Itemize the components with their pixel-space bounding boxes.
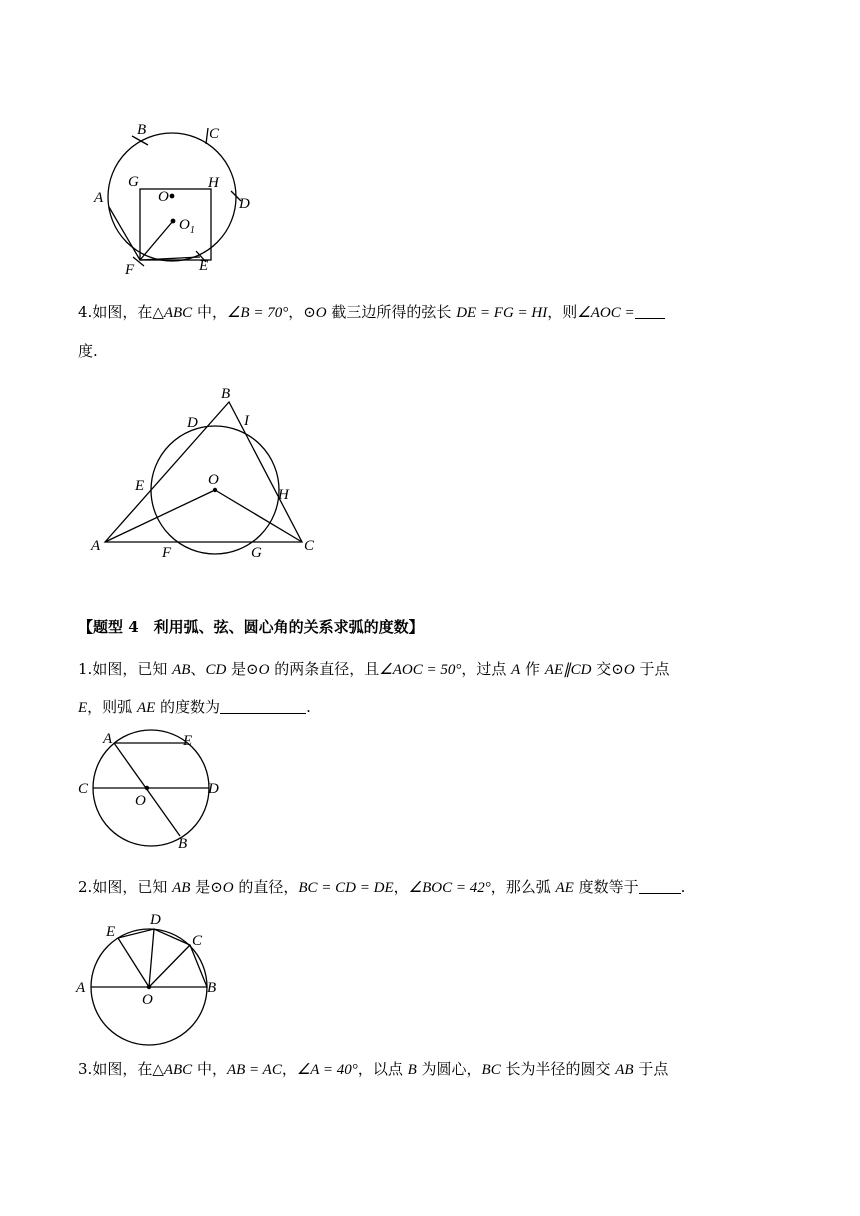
label-g: G xyxy=(251,545,262,561)
segment-ao xyxy=(105,490,215,542)
center-o-dot xyxy=(145,786,149,790)
problem4-line1: 4.如图，在△ABC 中，∠B = 70°，⊙O 截三边所得的弦长 DE = FG = HI，则∠AOC = xyxy=(78,302,665,323)
radius-od xyxy=(149,929,154,987)
label-c: C xyxy=(209,126,220,142)
center-o-dot xyxy=(147,985,151,989)
label-a: A xyxy=(103,731,113,747)
label-b: B xyxy=(221,386,231,402)
label-e: E xyxy=(199,258,209,274)
label-o: O xyxy=(135,793,146,809)
label-o1: $O_1$ xyxy=(179,217,195,236)
label-b: B xyxy=(207,980,217,996)
answer-blank-4[interactable] xyxy=(635,304,665,319)
label-e: E xyxy=(106,924,116,940)
q1-line2: E，则弧 AE 的度数为 . xyxy=(78,698,311,716)
problem4-line2: 度. xyxy=(78,342,98,360)
q3-line1: 3.如图，在△ABC 中，AB = AC，∠A = 40°，以点 B 为圆心，BC 长为半径的圆交 AB 于点 xyxy=(78,1060,669,1078)
label-o: O xyxy=(142,992,153,1008)
center-o-dot xyxy=(213,488,217,492)
radius-oc xyxy=(149,945,190,987)
label-e: E xyxy=(135,478,145,494)
square-shape xyxy=(140,189,211,260)
segment-f-o1 xyxy=(140,221,173,260)
label-c: C xyxy=(192,933,203,949)
label-d: D xyxy=(187,415,198,431)
label-h: H xyxy=(208,175,219,191)
section-heading: 【题型 4 利用弧、弦、圆心角的关系求弧的度数】 xyxy=(78,618,424,636)
label-f: F xyxy=(125,262,135,278)
figure-q2-circle xyxy=(72,908,232,1046)
label-o: O xyxy=(158,189,169,205)
chord-af xyxy=(109,207,140,260)
label-a: A xyxy=(76,980,86,996)
label-g: G xyxy=(128,174,139,190)
q2-line1: 2.如图，已知 AB 是⊙O 的直径，BC = CD = DE，∠BOC = 42°，那么弧 AE 度数等于 . xyxy=(78,878,686,896)
tick-c xyxy=(206,128,208,144)
q1-line1: 1.如图，已知 AB、CD 是⊙O 的两条直径，且∠AOC = 50°，过点 A 作 AE∥CD 交⊙O 于点 xyxy=(78,660,670,678)
label-a: A xyxy=(94,190,104,206)
label-b: B xyxy=(137,122,147,138)
label-o: O xyxy=(208,472,219,488)
answer-blank-q2[interactable] xyxy=(639,879,681,894)
label-d: D xyxy=(239,196,250,212)
label-a: A xyxy=(91,538,101,554)
label-d: D xyxy=(150,912,161,928)
figure-q1-circle xyxy=(74,726,234,852)
figure-circle-square xyxy=(80,118,270,278)
label-c: C xyxy=(78,781,89,797)
label-i: I xyxy=(244,413,249,429)
figure-triangle-circle xyxy=(88,380,328,560)
label-d: D xyxy=(208,781,219,797)
center-o-dot xyxy=(170,194,175,199)
label-f: F xyxy=(162,545,172,561)
label-h: H xyxy=(278,487,289,503)
label-e: E xyxy=(183,733,193,749)
answer-blank-q1[interactable] xyxy=(220,699,306,714)
label-c: C xyxy=(304,538,315,554)
radius-oe xyxy=(118,938,149,987)
center-o1-dot xyxy=(171,219,176,224)
label-b: B xyxy=(178,836,188,852)
triangle-abc xyxy=(105,402,302,542)
